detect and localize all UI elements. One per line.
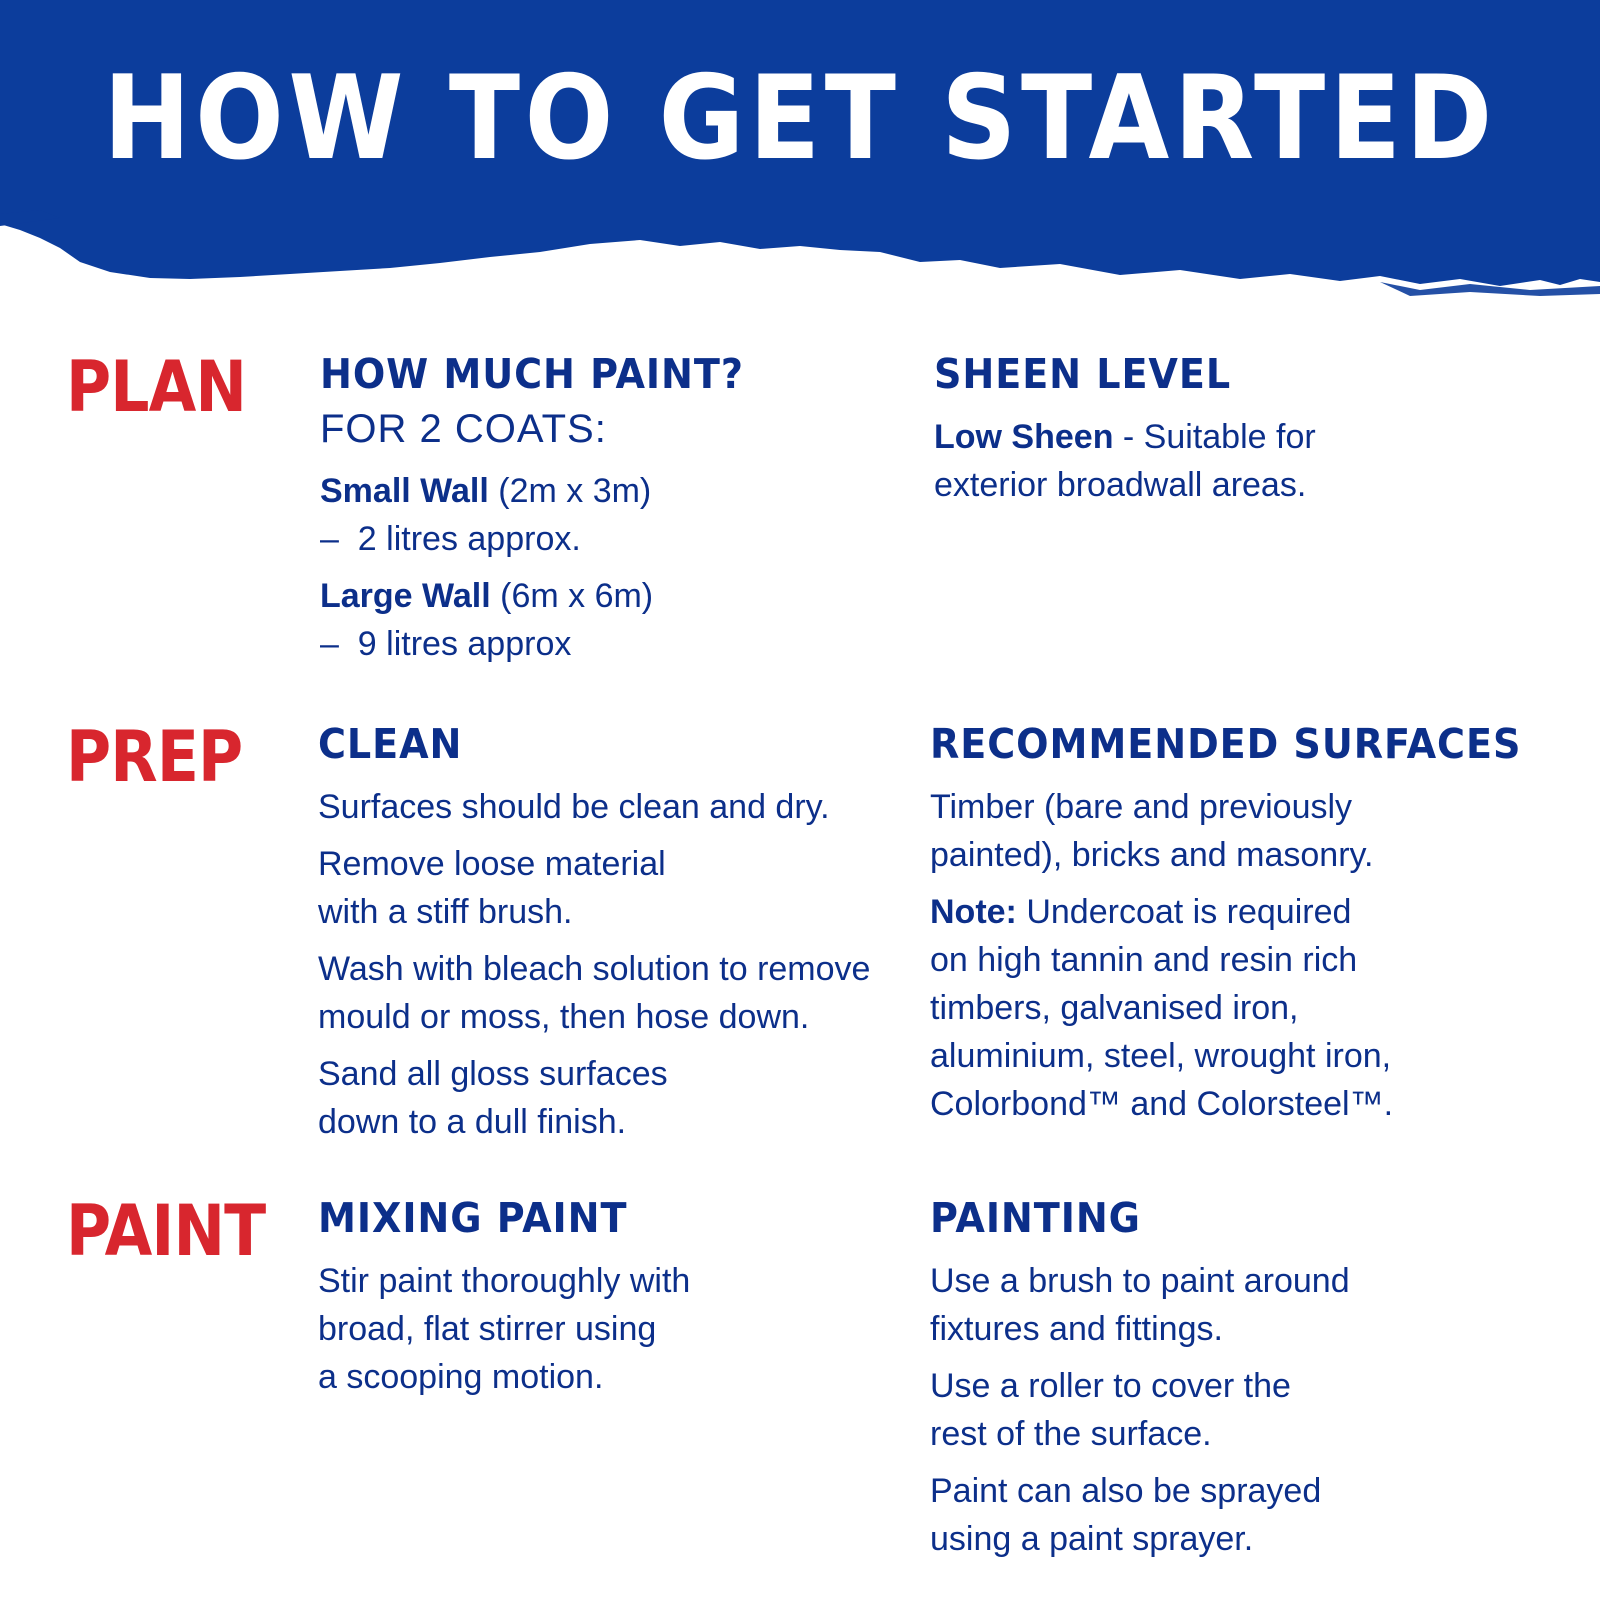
clean-text-3: Wash with bleach solution to remove mould or moss, then hose down. [318, 950, 871, 1037]
note-label: Note: [930, 893, 1017, 932]
step-label-plan: PLAN [66, 346, 247, 428]
painting-text-1: Use a brush to paint around fixtures and fittings. [930, 1262, 1350, 1349]
sheen-text [934, 413, 1574, 509]
small-wall-size: (2m x 3m) [488, 472, 652, 511]
sheen-level-value: Low Sheen [934, 418, 1114, 457]
painting-text-3: Paint can also be sprayed using a paint sprayer. [930, 1472, 1322, 1559]
large-wall-text [320, 572, 880, 668]
clean-text-1: Surfaces should be clean and dry. [318, 788, 830, 827]
step-label-prep: PREP [66, 716, 243, 798]
sheen-description-1: - Suitable for [1113, 418, 1316, 457]
sheen-section [934, 350, 1574, 509]
surfaces-text: Timber (bare and previously painted), bricks and masonry. [930, 788, 1374, 875]
clean-section [318, 720, 918, 1146]
step-label-paint: PAINT [66, 1190, 266, 1272]
large-wall-label: Large Wall [320, 577, 491, 616]
surfaces-heading: RECOMMENDED SURFACES [930, 720, 1522, 768]
page-title: HOW TO GET STARTED [103, 51, 1497, 186]
painting-text-2: Use a roller to cover the rest of the surface. [930, 1367, 1291, 1454]
mixing-section [318, 1194, 898, 1401]
surfaces-note: Note: Undercoat is required on high tannin and resin rich timbers, galvanised iron, aluminium, steel, wrought iron, Colorbond™ and Colorsteel™. [930, 893, 1394, 1124]
large-wall-size: (6m x 6m) [490, 577, 654, 616]
sheen-description-2: exterior broadwall areas. [934, 466, 1307, 505]
large-wall-quantity: – 9 litres approx [320, 625, 572, 664]
clean-heading: CLEAN [318, 720, 463, 768]
mixing-heading: MIXING PAINT [318, 1194, 628, 1242]
paint-amount-heading: HOW MUCH PAINT? [320, 350, 744, 398]
small-wall-label: Small Wall [320, 472, 489, 511]
small-wall-text [320, 467, 880, 563]
mixing-text: Stir paint thoroughly with broad, flat stirrer using a scooping motion. [318, 1262, 691, 1397]
surfaces-section [930, 720, 1580, 1128]
sheen-heading: SHEEN LEVEL [934, 350, 1232, 398]
painting-section [930, 1194, 1570, 1563]
clean-text-2: Remove loose material with a stiff brush. [318, 845, 666, 932]
clean-text-4: Sand all gloss surfaces down to a dull finish. [318, 1055, 668, 1142]
paint-amount-subheading: FOR 2 COATS: [320, 407, 607, 452]
header-banner [0, 0, 1600, 300]
paint-amount-section [320, 350, 880, 668]
painting-heading: PAINTING [930, 1194, 1141, 1242]
small-wall-quantity: – 2 litres approx. [320, 520, 581, 559]
